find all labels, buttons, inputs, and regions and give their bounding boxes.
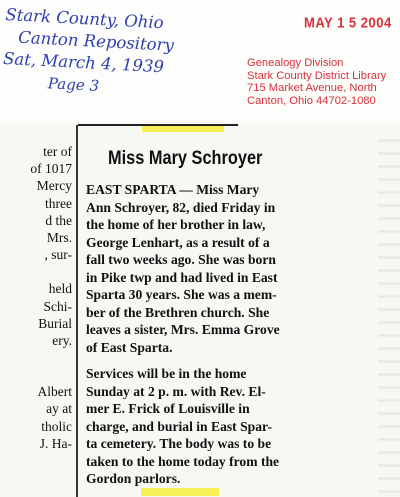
fragment-gap — [0, 366, 72, 383]
fragment-line: Burial — [38, 315, 72, 331]
article-line: taken to the home today from the — [86, 453, 280, 469]
fragment-line: ter of — [43, 144, 72, 159]
adjacent-column-fragment — [0, 143, 72, 452]
article-line: EAST SPARTA — Miss Mary — [86, 182, 260, 197]
article-line: Ann Schroyer, 82, died Friday in — [86, 199, 276, 215]
article-line: the home of her brother in law, — [86, 217, 266, 232]
column-divider — [76, 125, 78, 497]
fragment-line: held — [48, 281, 72, 297]
fragment-line: ay at — [46, 401, 72, 417]
article-line: leaves a sister, Mrs. Emma Grove — [86, 322, 280, 337]
fragment-line: of 1017 — [30, 161, 72, 177]
obituary-body — [86, 181, 380, 488]
highlighter-mark-bottom — [141, 488, 219, 496]
article-line: fall two weeks ago. She was born — [86, 252, 276, 267]
paragraph-gap — [86, 356, 380, 365]
fragment-line: tholic — [41, 418, 72, 434]
fragment-line: Mercy — [36, 178, 72, 194]
obituary-headline: Miss Mary Schroyer — [108, 148, 263, 169]
fragment-gap — [0, 349, 72, 366]
handwritten-citation — [1, 4, 237, 104]
citation-line-newspaper: Canton Repository — [17, 27, 175, 55]
fragment-line: Schi- — [43, 298, 72, 314]
article-line: mer E. Frick of Louisville in — [86, 401, 250, 416]
stamp-line: Canton, Ohio 44702-1080 — [247, 94, 376, 107]
article-line: charge, and burial in East Spar- — [86, 418, 273, 434]
fragment-line: three — [45, 195, 72, 211]
article-line: in Pike twp and had lived in East — [86, 269, 278, 285]
citation-line-county: Stark County, Ohio — [4, 4, 165, 33]
fragment-line: Albert — [37, 384, 72, 400]
article-line: George Lenhart, as a result of a — [86, 234, 270, 250]
highlighter-mark-top — [142, 125, 224, 132]
library-address-stamp — [247, 57, 386, 107]
article-line: Sparta 30 years. She was a mem- — [86, 287, 277, 302]
fragment-line: Mrs. — [46, 230, 72, 246]
received-date-stamp: MAY 1 5 2004 — [304, 14, 392, 31]
fragment-gap — [0, 263, 72, 280]
citation-line-date: Sat, March 4, 1939 — [2, 48, 165, 77]
fragment-line: , sur- — [44, 247, 72, 263]
article-line: Sunday at 2 p. m. with Rev. El- — [86, 383, 266, 399]
stamp-line: 715 Market Avenue, North — [247, 82, 377, 94]
column-top-rule — [78, 124, 238, 126]
article-line: of East Sparta. — [86, 339, 173, 355]
article-line: Services will be in the home — [86, 366, 247, 381]
citation-line-page: Page 3 — [47, 74, 100, 95]
scan-edge-shading — [378, 130, 400, 497]
article-line: ber of the Brethren church. She — [86, 304, 270, 320]
fragment-line: J. Ha- — [39, 435, 72, 451]
stamp-line: Genealogy Division — [247, 57, 344, 69]
fragment-line: d the — [45, 212, 72, 228]
stamp-line: Stark County District Library — [247, 69, 387, 82]
article-line: ta cemetery. The body was to be — [86, 436, 272, 451]
fragment-line: ery. — [52, 333, 72, 349]
article-line: Gordon parlors. — [86, 471, 181, 486]
